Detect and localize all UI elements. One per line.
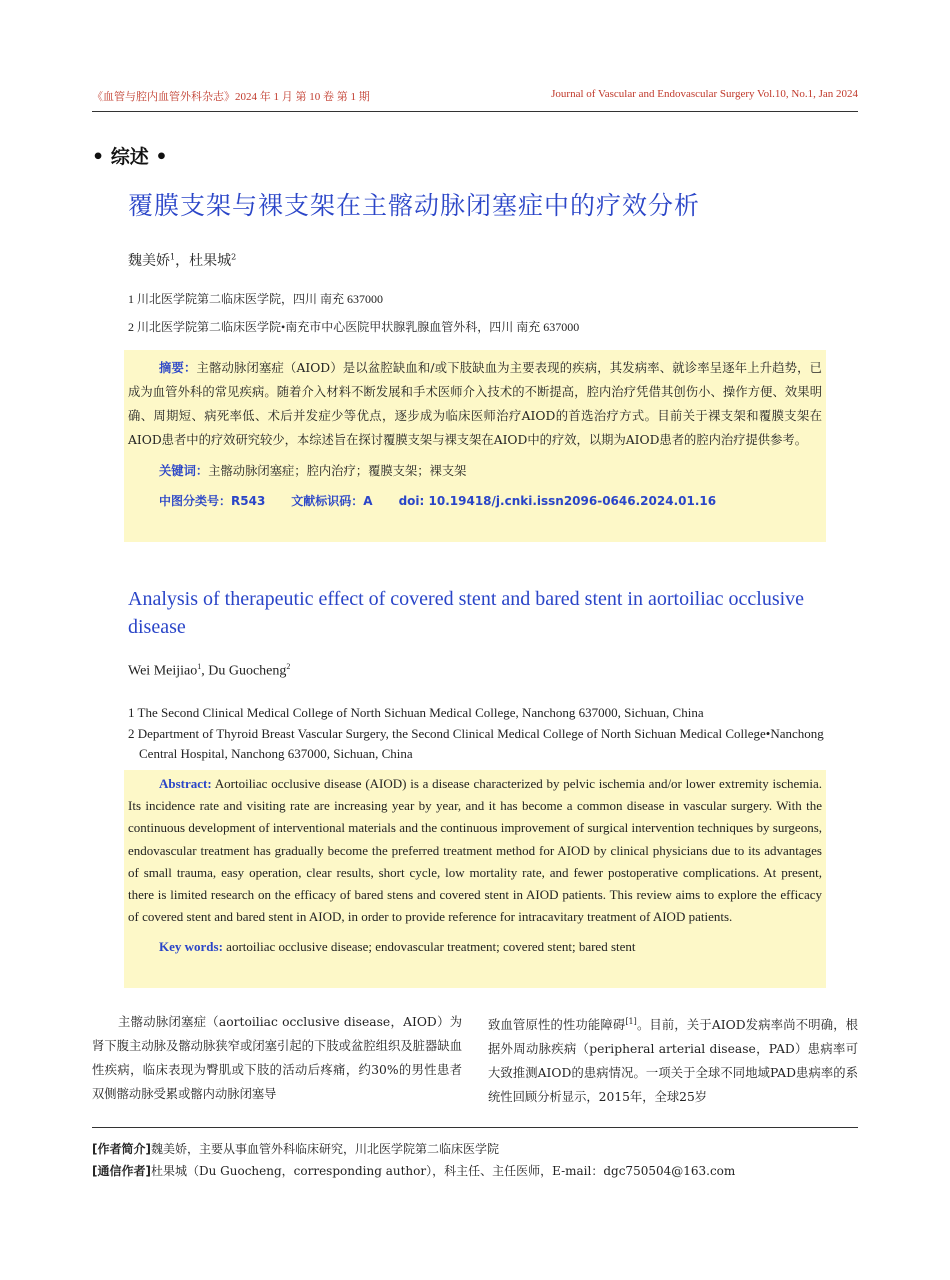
journal-info-en: Journal of Vascular and Endovascular Surgery Vol.10, No.1, Jan 2024 <box>551 88 858 100</box>
affiliation-cn-2: 2 川北医学院第二临床医学院•南充市中心医院甲状腺乳腺血管外科，四川 南充 637000 <box>128 320 580 334</box>
corresponding-author-label: [通信作者] <box>92 1164 151 1178</box>
authors-en <box>128 662 290 680</box>
author-name: Wei Meijiao <box>128 663 198 679</box>
author-name: 杜果城 <box>189 253 232 269</box>
affiliation-cn-1: 1 川北医学院第二临床医学院，四川 南充 637000 <box>128 292 384 306</box>
author-name: 魏美娇 <box>128 253 170 269</box>
body-paragraph <box>488 1010 858 1109</box>
author-separator: ， <box>175 253 190 269</box>
classification-line <box>128 489 822 513</box>
abstract-en-box <box>124 770 826 988</box>
keywords-en-text: aortoiliac occlusive disease; endovascular treatment; covered stent; bared stent <box>222 939 636 955</box>
author-bio-label: [作者简介] <box>92 1142 151 1156</box>
corresponding-author <box>92 1160 858 1182</box>
affiliation-en-2: 2 Department of Thyroid Breast Vascular Surgery, the Second Clinical Medical College of North Sichuan Medical College•Nanchong Central Hospital, Nanchong 637000, Sichuan, China <box>128 726 824 761</box>
body-column-left <box>92 1010 462 1109</box>
doi-link[interactable]: doi: 10.19418/j.cnki.issn2096-0646.2024.01.16 <box>398 494 717 508</box>
body-text <box>92 1010 858 1109</box>
abstract-cn-paragraph <box>128 356 822 452</box>
affiliation-marker: 1 <box>197 662 202 671</box>
body-text-segment: 致血管原性的性功能障碍 <box>488 1018 626 1033</box>
affiliation-marker: 2 <box>231 252 237 262</box>
author-separator: , <box>201 663 209 679</box>
author-bio-text: 魏美娇，主要从事血管外科临床研究，川北医学院第二临床医学院 <box>150 1142 499 1156</box>
body-column-right <box>488 1010 858 1109</box>
reference-marker[interactable]: [1] <box>625 1017 637 1026</box>
footnotes <box>92 1127 858 1182</box>
affiliation-marker: 1 <box>170 252 176 262</box>
author-name: Du Guocheng <box>208 663 287 679</box>
author-bio <box>92 1138 858 1160</box>
abstract-cn-text: 主髂动脉闭塞症（AIOD）是以盆腔缺血和/或下肢缺血为主要表现的疾病，其发病率、就诊率呈逐年上升趋势，已成为血管外科的常见疾病。随着介入材料不断发展和手术医师介入技术的不断提高，腔内治疗凭借其创伤小、操作方便、效果明确、周期短、病死率低、术后并发症少等优点，逐步成为临床医师治疗AIOD的首选治疗方式。目前关于裸支架和覆膜支架在AIOD患者中的疗效研究较少，本综述旨在探讨覆膜支架与裸支架在AIOD中的疗效，以期为AIOD患者的腔内治疗提供参考。 <box>128 361 822 447</box>
corresponding-author-text: 杜果城（Du Guocheng，corresponding author），科主任、主任医师，E-mail：dgc750504@163.com <box>150 1164 736 1178</box>
document-code: 文献标识码：A <box>291 494 373 508</box>
keywords-en <box>128 936 822 958</box>
article-title-cn: 覆膜支架与裸支架在主髂动脉闭塞症中的疗效分析 <box>128 191 701 220</box>
keywords-cn-text: 主髂动脉闭塞症；腔内治疗；覆膜支架；裸支架 <box>208 464 467 478</box>
affiliation-en-1: 1 The Second Clinical Medical College of North Sichuan Medical College, Nanchong 637000, Sichuan, China <box>128 705 704 720</box>
abstract-en-paragraph <box>128 773 822 928</box>
affiliation-marker: 2 <box>286 662 291 671</box>
section-label: • 综述 • <box>92 146 168 168</box>
authors-cn <box>128 250 236 270</box>
article-title-en: Analysis of therapeutic effect of covered stent and bared stent in aortoiliac occlusive disease <box>128 588 805 638</box>
running-header <box>92 86 858 112</box>
clc-number: 中图分类号：R543 <box>159 494 266 508</box>
body-paragraph: 主髂动脉闭塞症（aortoiliac occlusive disease，AIOD）为肾下腹主动脉及髂动脉狭窄或闭塞引起的下肢或盆腔组织及脏器缺血性疾病，临床表现为臀肌或下肢的活动后疼痛，约30%的男性患者双侧髂动脉受累或髂内动脉闭塞导 <box>92 1015 462 1101</box>
body-text-segment: 。目前，关于AIOD发病率尚不明确，根据外周动脉疾病（peripheral arterial disease，PAD）患病率可大致推测AIOD的患病情况。一项关于全球不同地域PAD患病率的系统性回顾分析显示，2015年，全球25岁 <box>488 1018 858 1105</box>
abstract-en-text: Aortoiliac occlusive disease (AIOD) is a disease characterized by pelvic ischemia and/or lower extremity ischemia. Its incidence rate and visiting rate are increasing year by year, and it has become a common disease in vascular surgery. With the continuous development of interventional materials and the continuous improvement of surgical intervention techniques by surgeons, endovascular treatment has gradually become the preferred treatment method for AIOD by clinical physicians due to its advantages of small trauma, easy operation, clear results, short cycle, low mortality rate, and fewer postoperative complications. At present, there is limited research on the efficacy of bared stens and covered stent in AIOD patients. This review aims to explore the efficacy of covered stent and bared stent in AIOD, in order to provide reference for intracavitary treatment of AIOD patients. <box>128 776 822 925</box>
keywords-cn <box>128 459 822 483</box>
abstract-en-label: Abstract: <box>159 776 212 791</box>
keywords-en-label: Key words: <box>159 939 223 955</box>
journal-info-cn: 《血管与腔内血管外科杂志》2024 年 1 月 第 10 卷 第 1 期 <box>92 91 370 103</box>
abstract-cn-box <box>124 350 826 542</box>
abstract-cn-label: 摘要： <box>159 361 197 375</box>
keywords-cn-label: 关键词： <box>159 464 209 478</box>
